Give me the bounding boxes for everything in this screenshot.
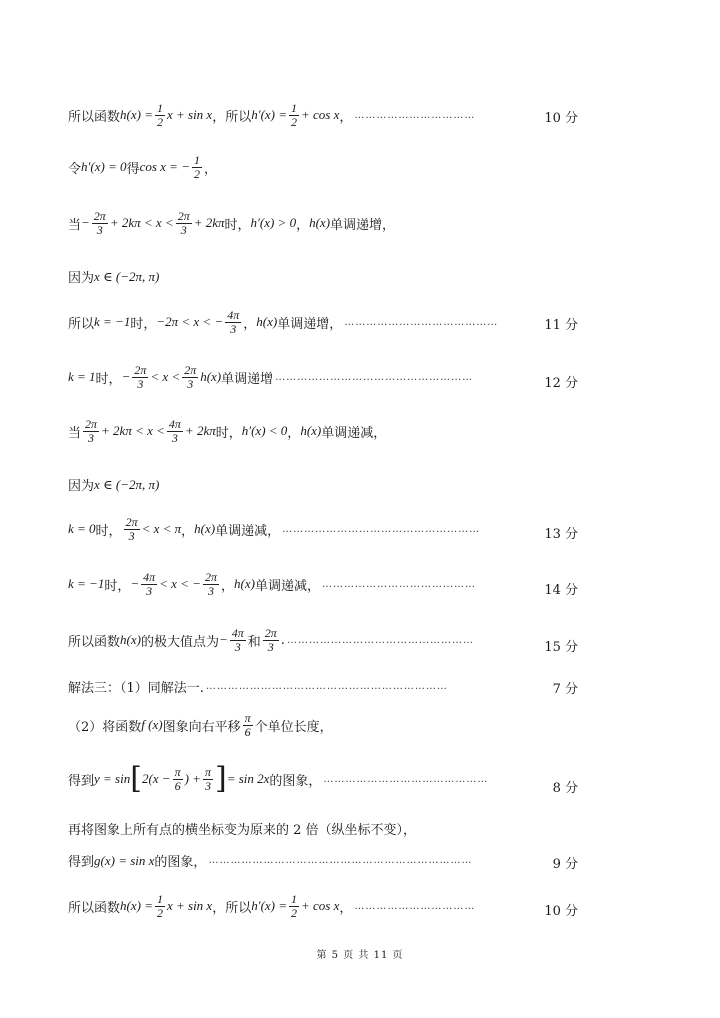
leader-dots: …………………………………………… — [286, 634, 474, 646]
text: 时， — [104, 578, 131, 594]
text: （2）将函数 — [68, 719, 142, 735]
numerator: 4π — [231, 626, 244, 640]
numerator: 1 — [193, 153, 200, 167]
math: h(x) — [309, 215, 331, 231]
math: −2π < x < − — [156, 314, 224, 330]
math: 2(x − — [141, 771, 171, 786]
math: x + sin x — [166, 107, 213, 123]
fraction — [182, 364, 198, 390]
text: 单调递增， — [330, 217, 396, 233]
math: h(x) — [194, 521, 216, 537]
math: + cos x — [301, 107, 340, 123]
text: 令 — [68, 161, 82, 177]
text: . — [280, 632, 285, 648]
text: ， — [287, 425, 301, 441]
fraction — [132, 364, 148, 390]
denominator: 3 — [204, 778, 211, 793]
text: 再将图象上所有点的横坐标变为原来的 2 倍（纵坐标不变）， — [68, 823, 417, 838]
math: h(x) = — [120, 107, 153, 123]
denominator: 2 — [291, 114, 298, 129]
text: 的图象， — [269, 773, 322, 789]
text: 所以函数 — [68, 634, 121, 650]
text: ， — [221, 578, 235, 594]
text: 个单位长度， — [254, 719, 333, 735]
math: h′(x) = — [251, 898, 288, 914]
text: 因为 — [68, 271, 95, 286]
solution-line — [68, 102, 572, 128]
score-mark: 7 分 — [552, 682, 578, 697]
math: k = 0 — [68, 521, 96, 537]
solution-line — [68, 571, 572, 597]
solution-line — [68, 516, 572, 542]
leader-dots: …………………………………… — [344, 316, 499, 328]
numerator: 2π — [125, 515, 138, 529]
math: h′(x) < 0 — [241, 423, 288, 439]
denominator: 3 — [146, 583, 153, 598]
solution-line — [68, 475, 572, 494]
text: 单调递减， — [254, 578, 320, 594]
math: h(x) — [300, 423, 322, 439]
numerator: 4π — [168, 417, 181, 431]
leader-dots: ……………………………………………………………… — [208, 855, 473, 866]
solution-line — [68, 267, 572, 286]
score-mark: 10 分 — [544, 904, 578, 919]
fraction — [173, 766, 183, 792]
math: < x < π — [141, 521, 182, 537]
right-bracket: ] — [214, 761, 227, 796]
numerator: 1 — [156, 101, 163, 115]
denominator: 6 — [174, 778, 181, 793]
text: ，所以 — [212, 109, 252, 125]
fraction — [243, 712, 253, 738]
text: 单调递减， — [215, 523, 281, 539]
text: ，所以 — [212, 900, 252, 916]
text: 的图象， — [154, 855, 207, 870]
solution-line — [68, 210, 572, 236]
leader-dots: …………………………………… — [321, 578, 476, 590]
fraction — [141, 571, 157, 597]
denominator: 3 — [171, 430, 178, 445]
math: = sin 2x — [226, 771, 270, 786]
numerator: 4π — [143, 570, 156, 584]
math: y = sin — [94, 771, 131, 786]
solution-line — [68, 418, 572, 444]
fraction — [124, 516, 140, 542]
text: 单调递增 — [221, 371, 274, 387]
numerator: 2π — [134, 363, 147, 377]
fraction — [289, 893, 299, 919]
solution-line — [68, 364, 572, 390]
math: h(x) — [120, 632, 141, 648]
fraction — [263, 627, 279, 653]
text: ， — [203, 161, 217, 177]
math: < x < — [150, 369, 181, 385]
text: ， — [339, 109, 353, 125]
fraction — [230, 627, 246, 653]
score-mark: 13 分 — [544, 527, 578, 542]
numerator: π — [204, 764, 211, 779]
text: 时， — [215, 425, 242, 441]
denominator: 6 — [244, 724, 251, 739]
denominator: 2 — [156, 905, 163, 920]
fraction — [192, 154, 202, 180]
math: + 2kπ — [184, 423, 216, 439]
numerator: 2π — [184, 363, 197, 377]
score-mark: 10 分 — [544, 111, 578, 126]
denominator: 3 — [207, 583, 214, 598]
numerator: 1 — [291, 101, 298, 115]
text: 当 — [68, 217, 82, 233]
math: k = −1 — [94, 314, 131, 330]
numerator: π — [174, 764, 181, 779]
math: h(x) — [234, 576, 255, 592]
text: 得到 — [68, 855, 95, 870]
solution-line — [68, 851, 572, 870]
score-mark: 8 分 — [552, 781, 578, 796]
solution-line — [68, 712, 572, 738]
denominator: 2 — [156, 114, 163, 129]
math: h(x) — [200, 369, 222, 385]
text: ， — [339, 900, 353, 916]
denominator: 3 — [230, 321, 237, 336]
fraction — [92, 210, 108, 236]
math: + 2kπ — [193, 215, 225, 231]
leader-dots: ……………………………………………… — [282, 523, 481, 535]
text: ， — [243, 316, 257, 332]
numerator: 2π — [264, 626, 277, 640]
text: 单调递减， — [321, 425, 387, 441]
math: k = 1 — [68, 369, 96, 385]
math: x ∈ (−2π, π) — [94, 268, 160, 284]
fraction — [83, 418, 99, 444]
left-bracket: [ — [130, 761, 142, 796]
solution-line — [68, 819, 572, 838]
text: 的极大值点为 — [140, 634, 219, 650]
denominator: 3 — [128, 528, 135, 543]
fraction — [225, 309, 241, 335]
math: + 2kπ < x < — [109, 215, 174, 231]
math: f (x) — [141, 717, 163, 733]
math: h(x) = — [120, 898, 153, 914]
leader-dots: …………………………… — [354, 109, 476, 121]
numerator: 2π — [204, 570, 217, 584]
score-mark: 14 分 — [544, 583, 578, 598]
text: 当 — [68, 425, 82, 441]
leader-dots: ………………………………………………………… — [205, 681, 448, 692]
denominator: 3 — [137, 376, 144, 391]
text: 和 — [247, 634, 261, 650]
math: ) + — [184, 771, 201, 786]
fraction — [155, 102, 165, 128]
text: 图象向右平移 — [162, 719, 241, 735]
text: 时， — [224, 217, 251, 233]
math: + 2kπ < x < — [101, 423, 165, 439]
solution-line — [68, 761, 572, 796]
denominator: 3 — [180, 222, 187, 237]
math: k = −1 — [68, 576, 105, 592]
numerator: π — [244, 711, 251, 725]
text: 所以函数 — [68, 900, 121, 916]
math: cos x = − — [139, 159, 190, 175]
numerator: 2π — [177, 209, 190, 223]
math: h(x) — [256, 314, 278, 330]
math: h′(x) = 0 — [81, 159, 127, 175]
score-mark: 15 分 — [544, 640, 578, 655]
math: g(x) = sin x — [94, 852, 155, 868]
numerator: 2π — [85, 417, 98, 431]
numerator: 1 — [291, 892, 298, 906]
solution-line — [68, 309, 572, 335]
math: < x < − — [159, 576, 201, 592]
solution-line — [68, 627, 572, 653]
text: ， — [181, 523, 195, 539]
fraction — [167, 418, 183, 444]
math: h′(x) > 0 — [250, 215, 297, 231]
denominator: 3 — [267, 639, 274, 654]
fraction — [155, 893, 165, 919]
text: 时， — [95, 523, 122, 539]
text: 单调递增， — [277, 316, 343, 332]
math: − — [121, 369, 131, 385]
text: 得到 — [68, 773, 95, 789]
denominator: 3 — [187, 376, 194, 391]
fraction — [203, 571, 219, 597]
math: h′(x) = — [251, 107, 288, 123]
math: − — [218, 632, 228, 648]
math: + cos x — [301, 898, 340, 914]
text: 得 — [126, 161, 140, 177]
denominator: 3 — [96, 222, 103, 237]
numerator: 2π — [93, 209, 106, 223]
text: 因为 — [68, 479, 95, 494]
math: x ∈ (−2π, π) — [94, 476, 160, 492]
text: 时， — [95, 371, 122, 387]
solution-line — [68, 677, 572, 696]
score-mark: 9 分 — [552, 857, 578, 872]
denominator: 2 — [291, 905, 298, 920]
leader-dots: ……………………………………………… — [275, 371, 474, 383]
fraction — [176, 210, 192, 236]
text: ， — [296, 217, 310, 233]
denominator: 2 — [193, 166, 200, 181]
text: 解法三：（1）同解法一. — [68, 681, 204, 696]
solution-line — [68, 893, 572, 919]
leader-dots: ……………………………………… — [323, 773, 489, 785]
text: 时， — [130, 316, 157, 332]
text: 所以函数 — [68, 109, 121, 125]
fraction — [289, 102, 299, 128]
denominator: 3 — [234, 639, 241, 654]
math: − — [130, 576, 140, 592]
solution-line — [68, 154, 572, 180]
math: x + sin x — [166, 898, 213, 914]
fraction — [203, 766, 213, 792]
page-footer: 第 5 页 共 11 页 — [316, 950, 404, 961]
denominator: 3 — [88, 430, 95, 445]
score-mark: 12 分 — [544, 376, 578, 391]
numerator: 4π — [227, 308, 240, 322]
numerator: 1 — [156, 892, 163, 906]
text: 所以 — [68, 316, 95, 332]
math: − — [81, 215, 90, 231]
leader-dots: …………………………… — [354, 900, 476, 912]
score-mark: 11 分 — [544, 318, 578, 333]
